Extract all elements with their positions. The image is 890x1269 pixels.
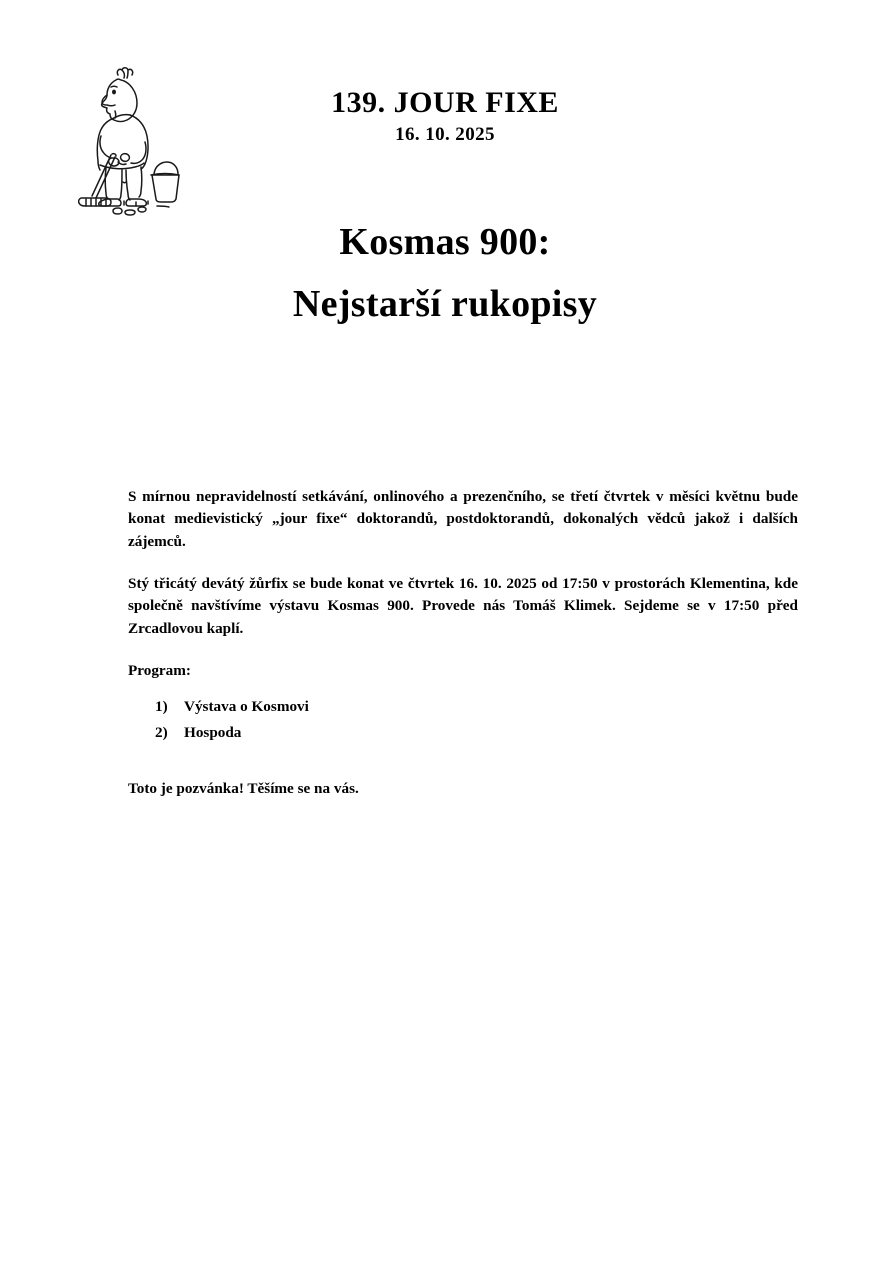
list-item-marker: 2) <box>155 723 168 741</box>
document-body <box>128 486 798 800</box>
list-item-marker: 1) <box>155 698 168 716</box>
list-item-label: Výstava o Kosmovi <box>184 698 309 716</box>
program-label: Program: <box>128 662 191 680</box>
page-title: 139. JOUR FIXE <box>331 86 559 119</box>
program-list <box>128 696 798 744</box>
main-title-line-2: Nejstarší rukopisy <box>292 282 598 325</box>
event-date: 16. 10. 2025 <box>395 123 495 145</box>
details-paragraph: Stý třicátý devátý žůrfix se bude konat ve čtvrtek 16. 10. 2025 od 17:50 v prostorách Klementina, kde společně navštívíme výstavu Kosmas 900. Provede nás Tomáš Klimek. Sejdeme se v 17:50 před Zrcadlovou kaplí. <box>128 575 798 637</box>
closing-line: Toto je pozvánka! Těšíme se na vás. <box>128 780 359 798</box>
main-title-line-1: Kosmas 900: <box>339 221 551 263</box>
list-item <box>128 722 798 744</box>
document-header <box>0 86 890 146</box>
intro-paragraph: S mírnou nepravidelností setkávání, onlinového a prezenčního, se třetí čtvrtek v měsíci květnu bude konat medievistický „jour fixe“ doktorandů, postdoktorandů, dokonalých vědců jakož i dalších zájemců. <box>128 488 798 550</box>
main-title <box>0 212 890 335</box>
list-item <box>128 696 798 718</box>
list-item-label: Hospoda <box>184 723 242 741</box>
